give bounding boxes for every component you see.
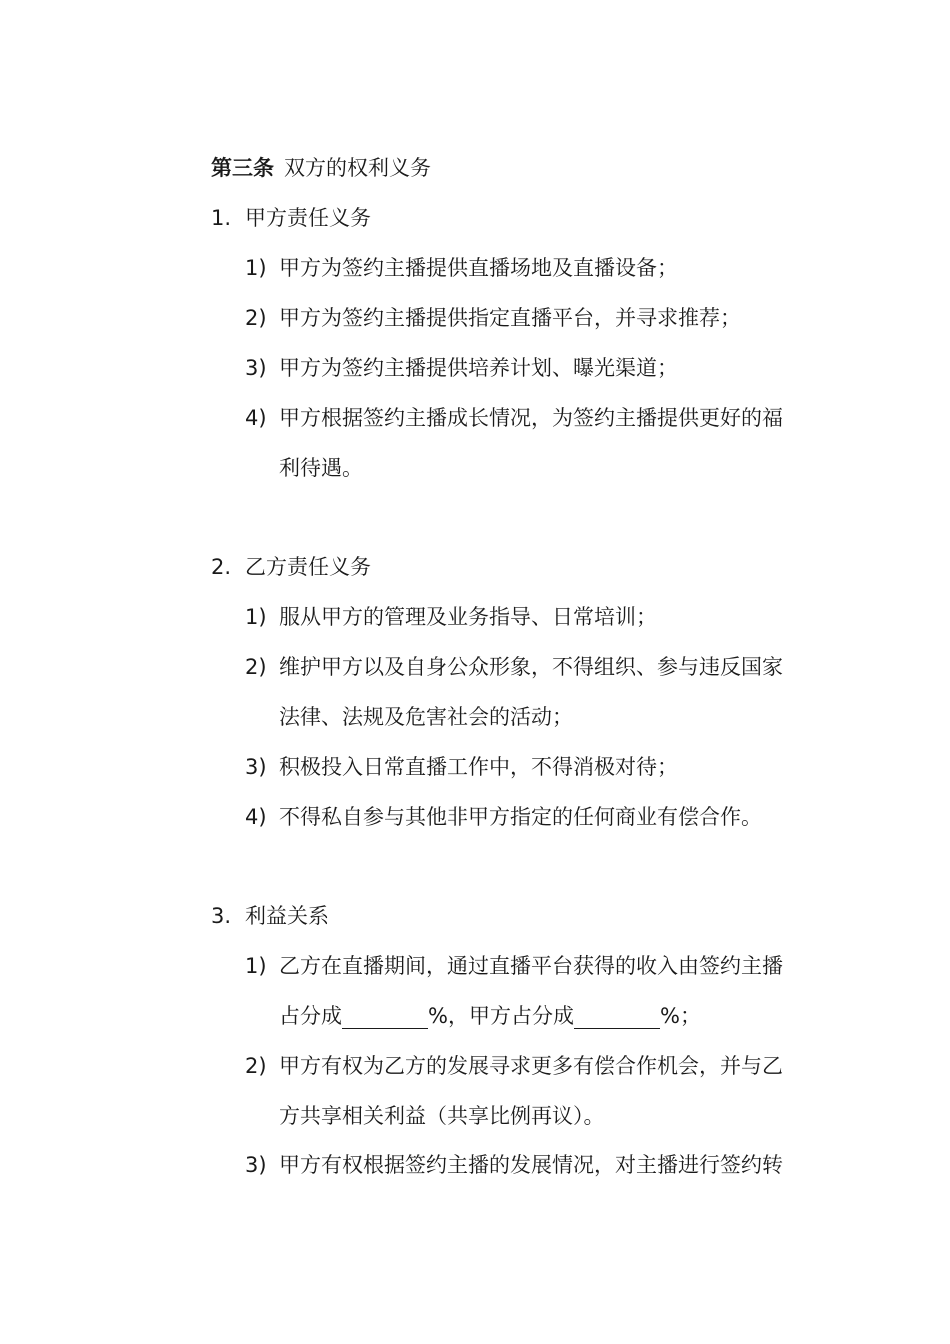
item-number: 4) (245, 805, 267, 829)
article-title: 双方的权利义务 (284, 156, 431, 180)
item-number: 1) (245, 605, 267, 629)
item-number: 4) (245, 406, 267, 430)
item-text: 甲方为签约主播提供直播场地及直播设备； (279, 256, 678, 280)
streamer-share-blank[interactable] (342, 1006, 428, 1029)
item-text: 甲方为签约主播提供培养计划、曝光渠道； (279, 356, 678, 380)
percent-sign: % (428, 1004, 448, 1028)
section-number: 1. (211, 206, 232, 230)
item-text: 不得私自参与其他非甲方指定的任何商业有偿合作。 (279, 805, 762, 829)
item-number: 3) (245, 755, 267, 779)
item-text-continued: 利待遇。 (279, 456, 363, 480)
item-text: 服从甲方的管理及业务指导、日常培训； (279, 605, 657, 629)
item-text-continued: 方共享相关利益（共享比例再议）。 (279, 1104, 605, 1128)
share-text-party-a: ，甲方占分成 (447, 1004, 574, 1028)
item-number: 2) (245, 1054, 267, 1078)
item-number: 3) (245, 1153, 267, 1177)
item-number: 1) (245, 256, 267, 280)
section-number: 2. (211, 555, 232, 579)
section-number: 3. (211, 904, 232, 928)
item-text: 维护甲方以及自身公众形象，不得组织、参与违反国家 (279, 655, 783, 679)
item-text: 乙方在直播期间，通过直播平台获得的收入由签约主播 (279, 954, 783, 978)
item-text-continued: 法律、法规及危害社会的活动； (279, 705, 573, 729)
item-text: 甲方为签约主播提供指定直播平台，并寻求推荐； (279, 306, 741, 330)
item-number: 2) (245, 306, 267, 330)
section-title: 甲方责任义务 (245, 206, 371, 230)
share-text-streamer: 占分成 (279, 1004, 342, 1028)
item-text: 甲方有权根据签约主播的发展情况，对主播进行签约转 (279, 1153, 783, 1177)
article-number: 第三条 (211, 156, 274, 180)
item-number: 2) (245, 655, 267, 679)
section-title: 乙方责任义务 (245, 555, 371, 579)
item-text: 甲方根据签约主播成长情况，为签约主播提供更好的福 (279, 406, 783, 430)
party-a-share-blank[interactable] (574, 1006, 660, 1029)
line-end-punctuation: ； (679, 1004, 701, 1028)
percent-sign: % (659, 1004, 680, 1028)
revenue-share-line (279, 1003, 701, 1029)
item-number: 1) (245, 954, 267, 978)
item-text: 积极投入日常直播工作中，不得消极对待； (279, 755, 678, 779)
item-number: 3) (245, 356, 267, 380)
article-heading (211, 155, 431, 181)
section-title: 利益关系 (245, 904, 329, 928)
item-text: 甲方有权为乙方的发展寻求更多有偿合作机会，并与乙 (279, 1054, 783, 1078)
